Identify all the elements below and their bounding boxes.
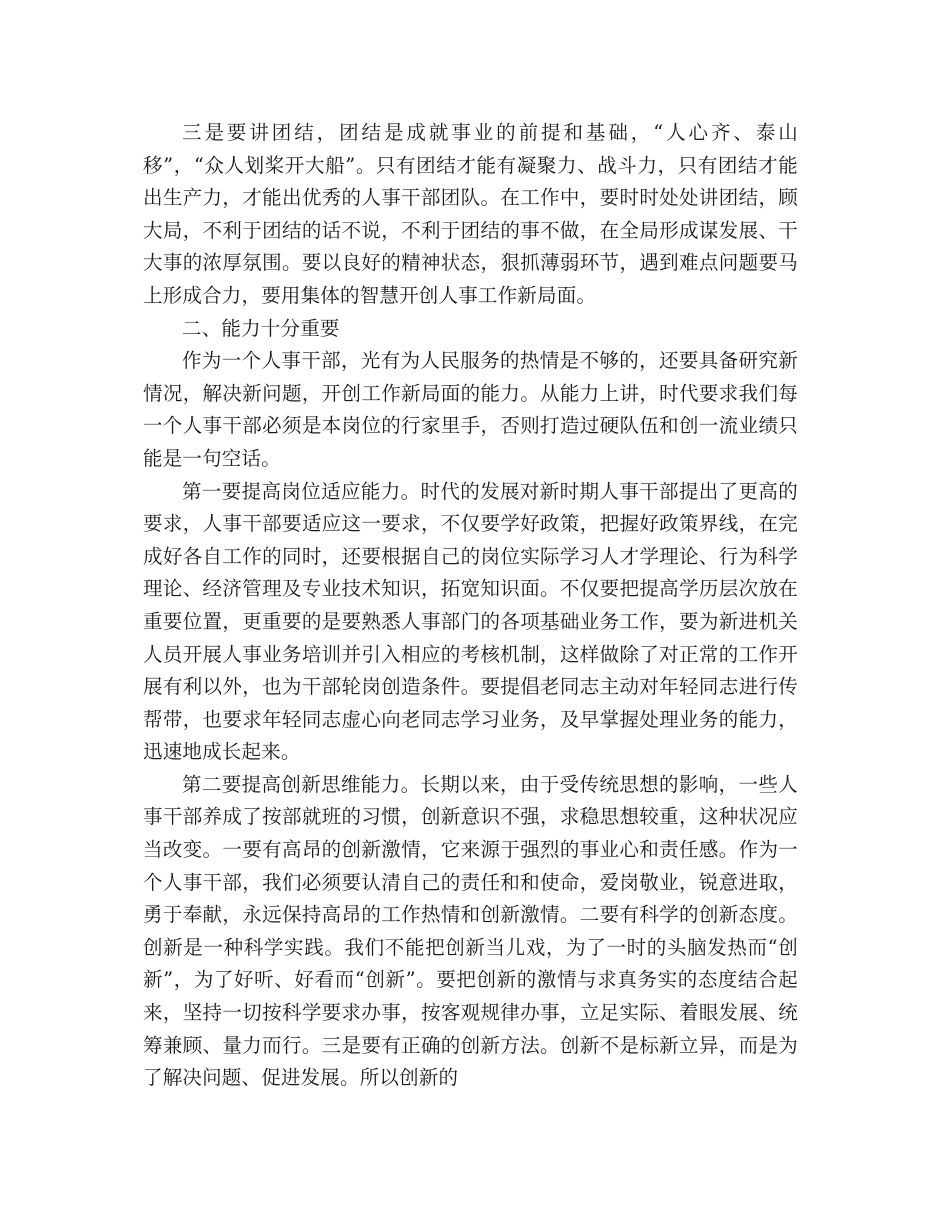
paragraph-post-adaptation: 第一要提高岗位适应能力。时代的发展对新时期人事干部提出了更高的要求，人事干部要适应这一要求，不仅要学好政策，把握好政策界线，在完成好各自工作的同时，还要根据自己的岗位实际学习人才学理论、行为科学理论、经济管理及专业技术知识，拓宽知识面。不仅要把提高学历层次放在重要位置，更重要的是要熟悉人事部门的各项基础业务工作，要为新进机关人员开展人事业务培训并引入相应的考核机制，这样做除了对正常的工作开展有利以外，也为干部轮岗创造条件。要提倡老同志主动对年轻同志进行传帮带，也要求年轻同志虚心向老同志学习业务，及早掌握处理业务的能力，迅速地成长起来。 [143,479,798,764]
paragraph-ability-intro: 作为一个人事干部，光有为人民服务的热情是不够的，还要具备研究新情况，解决新问题，开创工作新局面的能力。从能力上讲，时代要求我们每一个人事干部必须是本岗位的行家里手，否则打造过硬队伍和创一流业绩只能是一句空话。 [143,349,798,470]
paragraph-innovative-thinking: 第二要提高创新思维能力。长期以来，由于受传统思想的影响，一些人事干部养成了按部就班的习惯，创新意识不强，求稳思想较重，这种状况应当改变。一要有高昂的创新激情，它来源于强烈的事业心和责任感。作为一个人事干部，我们必须要认清自己的责任和和使命，爱岗敬业，锐意进取，勇于奉献，永远保持高昂的工作热情和创新激情。二要有科学的创新态度。创新是一种科学实践。我们不能把创新当儿戏，为了一时的头脑发热而“创新”，为了好听、好看而“创新”。要把创新的激情与求真务实的态度结合起来，坚持一切按科学要求办事，按客观规律办事，立足实际、着眼发展、统筹兼顾、量力而行。三是要有正确的创新方法。创新不是标新立异，而是为了解决问题、促进发展。所以创新的 [143,772,798,1090]
document-page [143,117,798,1095]
section-heading-ability: 二、能力十分重要 [182,316,340,340]
paragraph-unity: 三是要讲团结，团结是成就事业的前提和基础，“人心齐、泰山移”，“众人划桨开大船”。只有团结才能有凝聚力、战斗力，只有团结才能出生产力，才能出优秀的人事干部团队。在工作中，要时时处处讲团结，顾大局，不利于团结的话不说，不利于团结的事不做，在全局形成谋发展、干大事的浓厚氛围。要以良好的精神状态，狠抓薄弱环节，遇到难点问题要马上形成合力，要用集体的智慧开创人事工作新局面。 [143,121,798,307]
